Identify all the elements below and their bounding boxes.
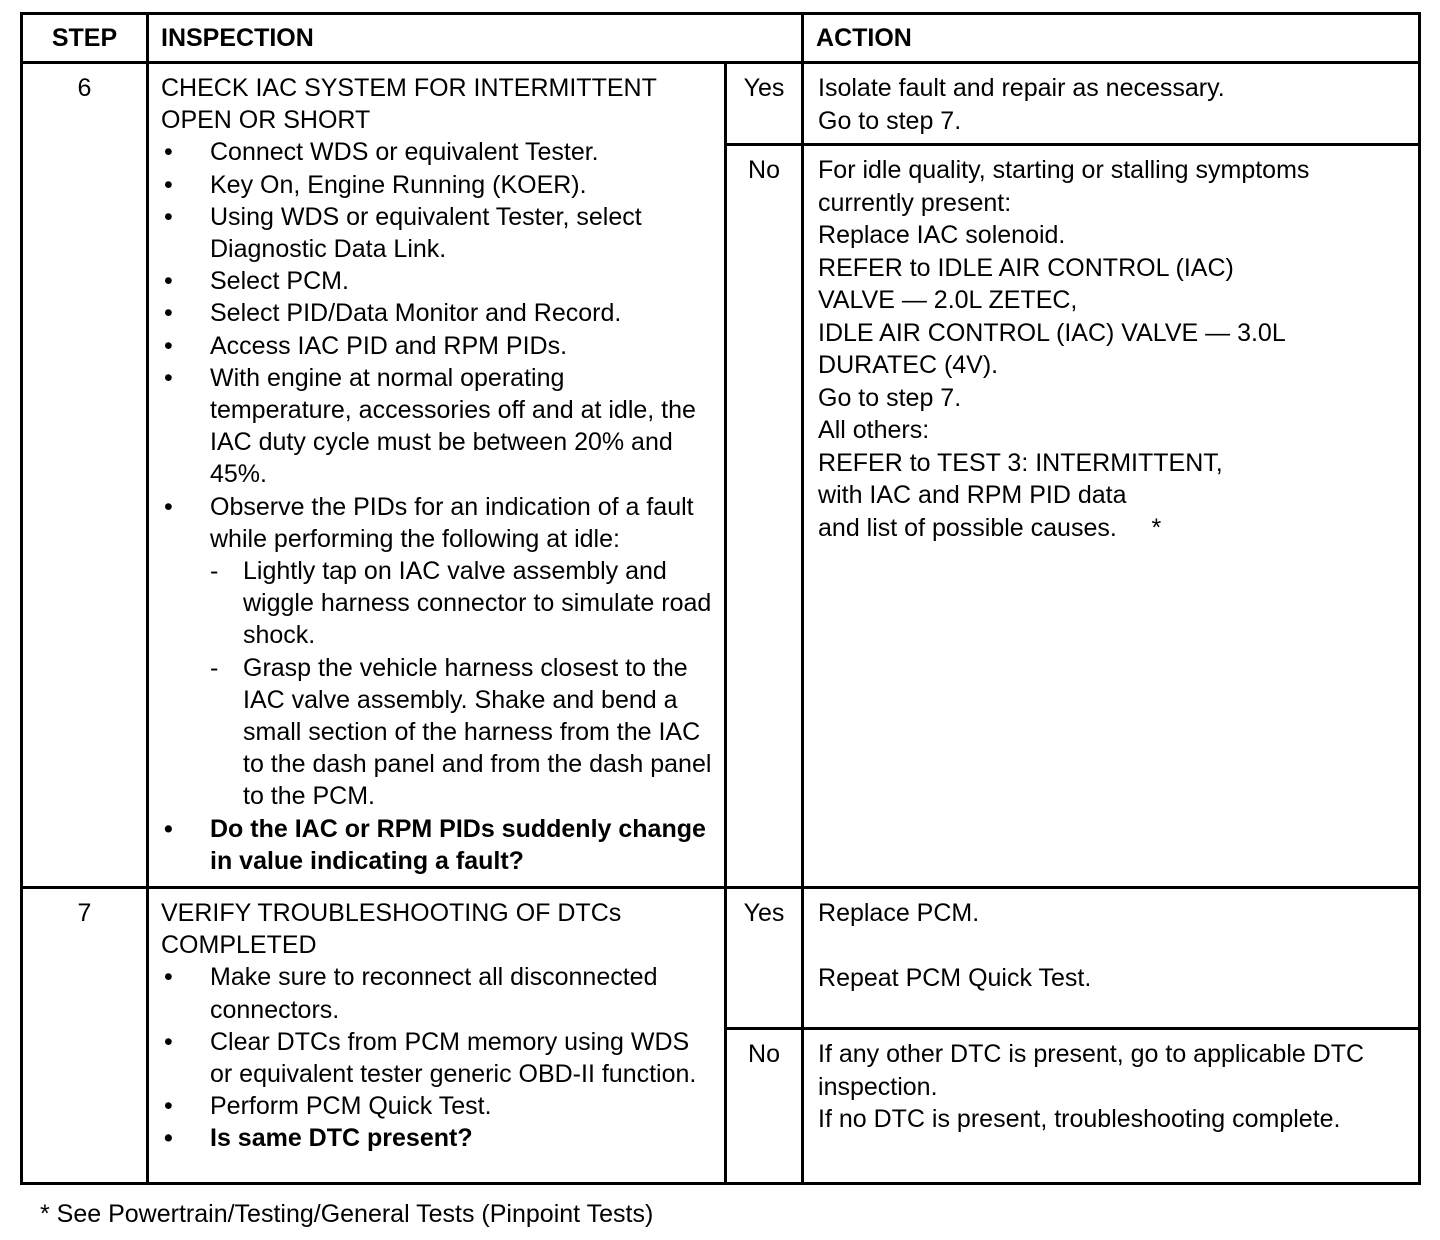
list-item: • Make sure to reconnect all disconnected connectors.	[161, 961, 712, 1025]
header-action-label: ACTION	[816, 23, 912, 52]
step-7-yes-row	[22, 888, 1420, 1029]
action-line: If no DTC is present, troubleshooting complete.	[818, 1105, 1341, 1133]
action-line: REFER to IDLE AIR CONTROL (IAC)	[818, 253, 1234, 282]
list-item: • Key On, Engine Running (KOER).	[161, 169, 712, 201]
action-line: IDLE AIR CONTROL (IAC) VALVE — 3.0L	[818, 318, 1286, 347]
step-7-inspection	[148, 888, 726, 1184]
step-7-number: 7	[22, 888, 148, 1184]
header-inspection	[148, 14, 803, 63]
sub-list-item: - Lightly tap on IAC valve assembly and wiggle harness connector to simulate road shock.	[210, 555, 712, 652]
header-step: STEP	[22, 14, 148, 63]
list-item: • Select PCM.	[161, 265, 712, 297]
action-line: Replace IAC solenoid.	[818, 221, 1066, 249]
action-line: with IAC and RPM PID data	[818, 481, 1127, 509]
action-line: Replace PCM.	[818, 899, 980, 927]
action-line: and list of possible causes. *	[818, 513, 1162, 542]
step-7-title-line1: VERIFY TROUBLESHOOTING OF DTCs	[161, 899, 622, 927]
list-item: • With engine at normal operating temperature, accessories off and at idle, the IAC duty cycle must be between 20% and 45%.	[161, 362, 712, 491]
step-6-question: • Do the IAC or RPM PIDs suddenly change in value indicating a fault?	[161, 813, 712, 877]
step-6-yes-row	[22, 63, 1420, 145]
step-6-number: 6	[22, 63, 148, 888]
step-7-no-label: No	[726, 1029, 803, 1184]
step-6-no-label: No	[726, 145, 803, 888]
step-6-bullets	[161, 136, 712, 877]
step-7-question: • Is same DTC present?	[161, 1122, 712, 1154]
step-7-no-action	[803, 1029, 1420, 1184]
step-7-yes-label: Yes	[726, 888, 803, 1029]
action-line: DURATEC (4V).	[818, 351, 999, 379]
list-item	[161, 491, 712, 813]
header-inspection-label: INSPECTION	[161, 23, 314, 52]
list-item: • Clear DTCs from PCM memory using WDS or equivalent tester generic OBD-II function.	[161, 1026, 712, 1090]
action-line: Isolate fault and repair as necessary.	[818, 74, 1225, 102]
list-item-text: Observe the PIDs for an indication of a fault while performing the following at idle:	[210, 492, 694, 553]
list-item: • Access IAC PID and RPM PIDs.	[161, 330, 712, 362]
footnote: * See Powertrain/Testing/General Tests (Pinpoint Tests)	[40, 1200, 654, 1228]
step-7-title-line2: COMPLETED	[161, 931, 317, 960]
list-item: • Select PID/Data Monitor and Record.	[161, 297, 712, 329]
step-7-title	[161, 897, 712, 961]
step-7-bullets	[161, 961, 712, 1154]
action-line: VALVE — 2.0L ZETEC,	[818, 286, 1078, 314]
sub-list-item: - Grasp the vehicle harness closest to the IAC valve assembly. Shake and bend a small section of the harness from the IAC to the dash panel and from the dash panel to the PCM.	[210, 652, 712, 813]
step-7-yes-action	[803, 888, 1420, 1029]
header-action	[803, 14, 1420, 63]
action-line	[818, 930, 1404, 963]
action-line: Go to step 7.	[818, 106, 962, 135]
step-6-title-line2: OPEN OR SHORT	[161, 106, 371, 135]
step-6-inspection	[148, 63, 726, 888]
action-line: Repeat PCM Quick Test.	[818, 964, 1092, 992]
action-line: If any other DTC is present, go to applicable DTC inspection.	[818, 1040, 1365, 1101]
list-item: • Connect WDS or equivalent Tester.	[161, 136, 712, 168]
action-line: REFER to TEST 3: INTERMITTENT,	[818, 448, 1223, 477]
list-item: • Using WDS or equivalent Tester, select Diagnostic Data Link.	[161, 201, 712, 265]
step-6-title-line1: CHECK IAC SYSTEM FOR INTERMITTENT	[161, 74, 657, 102]
step-6-sub-items	[161, 555, 712, 813]
table-header-row	[22, 14, 1420, 63]
action-line: For idle quality, starting or stalling symptoms currently present:	[818, 156, 1310, 217]
diagnostic-table	[20, 12, 1421, 1185]
action-line: Go to step 7.	[818, 383, 962, 412]
action-line: All others:	[818, 416, 930, 444]
list-item: • Perform PCM Quick Test.	[161, 1090, 712, 1122]
step-6-title	[161, 72, 712, 136]
step-6-yes-action	[803, 63, 1420, 145]
step-6-no-action	[803, 145, 1420, 888]
step-6-yes-label: Yes	[726, 63, 803, 145]
